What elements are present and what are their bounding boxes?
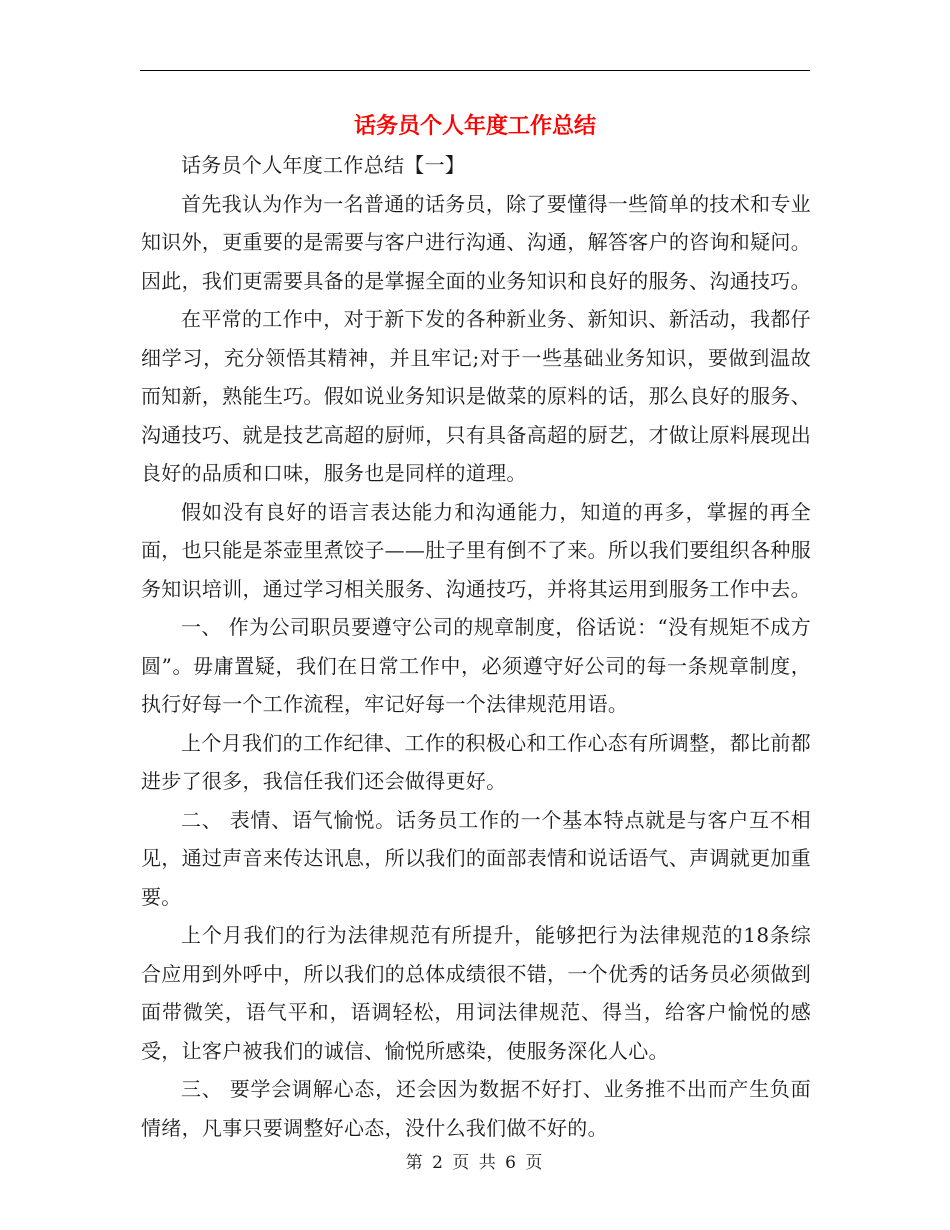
paragraph: 首先我认为作为一名普通的话务员，除了要懂得一些简单的技术和专业知识外，更重要的是需要与客户进行沟通、沟通，解答客户的咨询和疑问。因此，我们更需要具备的是掌握全面的业务知识和良好的服务、沟通技巧。 [141,191,811,293]
paragraph: 一、 作为公司职员要遵守公司的规章制度，俗话说：“没有规矩不成方圆”。毋庸置疑，我们在日常工作中，必须遵守好公司的每一条规章制度，执行好每一个工作流程，牢记好每一个法律规范用语。 [141,615,811,716]
page-number: 第 2 页 共 6 页 [405,1153,545,1173]
paragraph: 三、 要学会调解心态，还会因为数据不好打、业务推不出而产生负面情绪，凡事只要调整好心态，没什么我们做不好的。 [141,1077,811,1140]
header-rule [140,70,810,71]
section-heading: 话务员个人年度工作总结【一】 [181,153,466,177]
paragraph: 假如没有良好的语言表达能力和沟通能力，知道的再多，掌握的再全面，也只能是茶壶里煮饺子——肚子里有倒不了来。所以我们要组织各种服务知识培训，通过学习相关服务、沟通技巧，并将其运用到服务工作中去。 [141,499,811,601]
paragraph: 上个月我们的行为法律规范有所提升，能够把行为法律规范的18条综合应用到外呼中，所以我们的总体成绩很不错，一个优秀的话务员必须做到面带微笑，语气平和，语调轻松，用词法律规范、得当，给客户愉悦的感受，让客户被我们的诚信、愉悦所感染，使服务深化人心。 [141,923,811,1063]
paragraph: 在平常的工作中，对于新下发的各种新业务、新知识、新活动，我都仔细学习，充分领悟其精神，并且牢记;对于一些基础业务知识，要做到温故而知新，熟能生巧。假如说业务知识是做菜的原料的话，那么良好的服务、沟通技巧、就是技艺高超的厨师，只有具备高超的厨艺，才做让原料展现出良好的品质和口味，服务也是同样的道理。 [141,307,811,485]
paragraph: 二、 表情、语气愉悦。话务员工作的一个基本特点就是与客户互不相见，通过声音来传达讯息，所以我们的面部表情和说话语气、声调就更加重要。 [141,807,811,909]
document-body [141,146,811,1147]
document-title: 话务员个人年度工作总结 [353,113,596,139]
paragraph: 上个月我们的工作纪律、工作的积极心和工作心态有所调整，都比前都进步了很多，我信任我们还会做得更好。 [141,730,811,793]
